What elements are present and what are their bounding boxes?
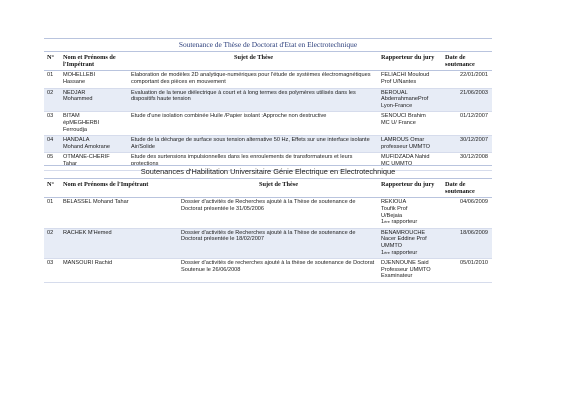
row-date: 22/01/2001 [442, 71, 492, 88]
doctorat-section-title: Soutenance de Thèse de Doctorat d'Etat en Electrotechnique [44, 38, 492, 52]
table-row [44, 136, 492, 153]
row-date: 30/12/2008 [442, 153, 492, 170]
row-name: OTMANE-CHERIF Tahar [63, 154, 110, 167]
table-row [44, 71, 492, 88]
row-name: MANSOURI Rachid [60, 259, 178, 283]
row-reporter-main: REKIOUA Toufik Prof U/Bejaia 1 [381, 199, 408, 226]
row-subject: Etude d'une isolation combinée Huile /Papier isolant :Approche non destructive [128, 112, 378, 136]
row-date: 18/06/2009 [442, 228, 492, 258]
row-reporter-tail: rapporteur [389, 219, 418, 226]
row-name: BELASSEL Mohand Tahar [60, 198, 178, 228]
header-reporter: Rapporteur du jury [378, 52, 442, 71]
table-row [44, 259, 492, 283]
habilitation-section-title: Soutenances d'Habilitation Universitaire Génie Electrique en Electrotechnique [44, 165, 492, 179]
row-reporter [378, 228, 442, 258]
table-row [44, 88, 492, 112]
row-name: HANDALA Mohand Amokrane [63, 137, 110, 150]
header-num: N° [44, 179, 60, 198]
header-date: Date de soutenance [442, 179, 492, 198]
row-num: 02 [44, 88, 60, 112]
header-reporter: Rapporteur du jury [378, 179, 442, 198]
habilitation-table-header [44, 179, 492, 198]
table-row [44, 198, 492, 228]
header-name: Nom et Prénoms de l'Impétrant [60, 52, 128, 71]
row-reporter: LAMROUS Omar professeur UMMTO [381, 137, 431, 150]
doctorat-table [44, 52, 492, 171]
header-name: Nom et Prénoms de l'Impétrant [60, 179, 178, 198]
header-date: Date de soutenance [442, 52, 492, 71]
row-num: 03 [44, 259, 60, 283]
header-num: N° [44, 52, 60, 71]
row-reporter-main: BENAMROUCHE Nacer Eddine Prof UMMTO 1 [381, 229, 427, 256]
row-reporter [378, 259, 442, 283]
row-num: 01 [44, 71, 60, 88]
row-num: 05 [44, 153, 60, 170]
habilitation-table [44, 179, 492, 283]
row-subject: Etude des surtensions impulsionnelles dans les enroulements de transformateurs et leurs protections [128, 153, 378, 170]
doctorat-section [44, 38, 492, 171]
table-row [44, 228, 492, 258]
row-subject: Dossier d'activités de Recherches ajouté à la Thèse de soutenance de Doctorat présentée le 31/05/2006 [178, 198, 378, 228]
row-subject: Dossier d'activités de recherches ajouté à la thèse de soutenance de Doctorat Soutenue le 26/06/2008 [178, 259, 378, 283]
row-date: 30/12/2007 [442, 136, 492, 153]
table-row [44, 112, 492, 136]
row-reporter: BEROUAL AbderrahmaneProf Lyon-France [381, 89, 429, 109]
doctorat-table-header [44, 52, 492, 71]
row-date: 21/06/2003 [442, 88, 492, 112]
row-subject: Etude de la décharge de surface sous tension alternative 50 Hz, Effets sur une interface isolante Air/Solide [128, 136, 378, 153]
row-reporter [378, 198, 442, 228]
row-name: RACHEK M'Hemed [60, 228, 178, 258]
row-num: 03 [44, 112, 60, 136]
row-subject: Dossier d'activités de Recherches ajouté à la Thèse de soutenance de Doctorat présentée le 18/02/2007 [178, 228, 378, 258]
row-date: 01/12/2007 [442, 112, 492, 136]
row-num: 04 [44, 136, 60, 153]
row-reporter-tail: rapporteur [389, 249, 418, 256]
row-name: NEDJAR Mohammed [63, 89, 93, 103]
row-name: BITAM épMEGHERBI Ferroudja [63, 113, 100, 133]
row-reporter: FELIACHI Mouloud Prof U/Nantes [381, 72, 430, 85]
row-date: 04/06/2009 [442, 198, 492, 228]
row-reporter: MUFIDZADA Nahid MC UMMTO [381, 154, 430, 167]
row-reporter-sup: ère [384, 219, 390, 225]
row-num: 02 [44, 228, 60, 258]
header-subject: Sujet de Thèse [128, 52, 378, 71]
habilitation-section [44, 165, 492, 283]
row-date: 05/01/2010 [442, 259, 492, 283]
row-subject: Elaboration de modèles 2D analytique-numériques pour l'étude de systèmes électromagnétiques comportant des pièces en mouvement [128, 71, 378, 88]
row-reporter: SENOUCI Brahim MC U/ France [381, 113, 426, 126]
row-reporter-main: DJENNOUNE Said Professeur UMMTO Examinateur [381, 260, 431, 280]
row-subject: Evaluation de la tenue diélectrique à court et à long termes des polymères utilisés dans les dispositifs haute tension [128, 88, 378, 112]
row-name: MOHELLEBI Hassane [63, 72, 96, 85]
row-reporter-sup: ère [384, 249, 390, 255]
row-num: 01 [44, 198, 60, 228]
header-subject: Sujet de Thèse [178, 179, 378, 198]
